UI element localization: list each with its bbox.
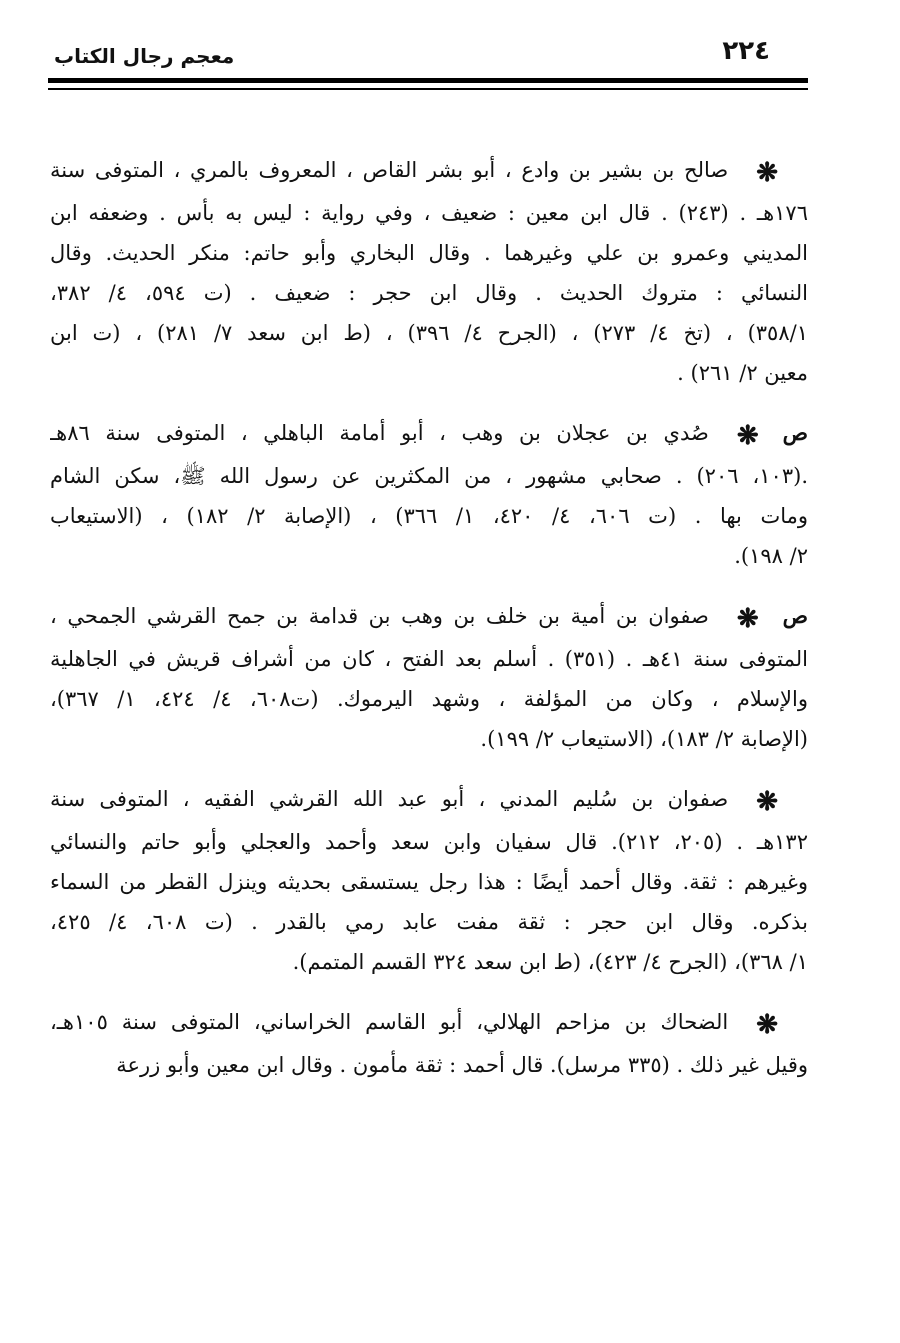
entry-line bbox=[50, 942, 808, 982]
entry-line bbox=[50, 862, 808, 902]
asterisk-icon: ❋ bbox=[736, 604, 759, 634]
entry-text: وغيرهم : ثقة. وقال أحمد أيضًا : هذا رجل يستسقى بحديثه وينزل القطر من السماء bbox=[50, 870, 808, 894]
entry-text: صُدي بن عجلان بن وهب ، أبو أمامة الباهلي ، المتوفى سنة ٨٦هـ bbox=[50, 421, 709, 445]
entry-text: صفوان بن سُليم المدني ، أبو عبد الله القرشي الفقيه ، المتوفى سنة bbox=[50, 787, 729, 811]
entry-text: ١/ ٣٦٨)، (الجرح ٤/ ٤٢٣)، (ط ابن سعد ٣٢٤ القسم المتمم). bbox=[292, 950, 808, 974]
running-title: معجم رجال الكتاب bbox=[54, 44, 235, 68]
header-rule-thin bbox=[48, 88, 808, 90]
entry-text: معين ٢/ ٢٦١) . bbox=[677, 361, 808, 385]
entry-text: ومات بها . (ت ٦٠٦، ٤/ ٤٢٠، ١/ ٣٦٦) ، (الإصابة ٢/ ١٨٢) ، (الاستيعاب bbox=[50, 504, 808, 528]
entry-line bbox=[50, 719, 808, 759]
page-number: ٢٢٤ bbox=[722, 36, 770, 66]
entry-text: المتوفى سنة ٤١هـ . (٣٥١) . أسلم بعد الفتح ، كان من أشراف قريش في الجاهلية bbox=[50, 647, 808, 671]
entry-line bbox=[50, 822, 808, 862]
asterisk-icon: ❋ bbox=[756, 787, 778, 817]
entry-text: الضحاك بن مزاحم الهلالي، أبو القاسم الخراساني، المتوفى سنة ١٠٥هـ، bbox=[50, 1010, 729, 1034]
biography-entry bbox=[50, 779, 808, 982]
entry-line bbox=[50, 902, 808, 942]
entry-marker: ص bbox=[782, 420, 808, 445]
entry-line bbox=[50, 1045, 808, 1085]
header-rule-thick bbox=[48, 78, 808, 83]
entry-text: (الإصابة ٢/ ١٨٣)، (الاستيعاب ٢/ ١٩٩). bbox=[480, 727, 808, 751]
entry-line bbox=[50, 1002, 808, 1045]
entry-line bbox=[50, 456, 808, 496]
entry-text: النسائي : متروك الحديث . وقال ابن حجر : ضعيف . (ت ٥٩٤، ٤/ ٣٨٢، bbox=[50, 281, 808, 305]
entry-line bbox=[50, 233, 808, 273]
entry-line bbox=[50, 313, 808, 353]
biography-entry bbox=[50, 150, 808, 393]
entry-text: والإسلام ، وكان من المؤلفة ، وشهد اليرموك. (ت٦٠٨، ٤/ ٤٢٤، ١/ ٣٦٧)، bbox=[50, 687, 808, 711]
entry-text: ٢/ ١٩٨). bbox=[734, 544, 808, 568]
entry-text: ١٣٢هـ . (٢٠٥، ٢١٢). قال سفيان وابن سعد وأحمد والعجلي وأبو حاتم والنسائي bbox=[50, 830, 808, 854]
entry-text: ١٧٦هـ . (٢٤٣) . قال ابن معين : ضعيف ، وفي رواية : ليس به بأس . وضعفه ابن bbox=[50, 201, 808, 225]
asterisk-icon: ❋ bbox=[756, 158, 778, 188]
entry-line bbox=[50, 596, 808, 639]
entry-line bbox=[50, 273, 808, 313]
entry-text: .(١٠٣، ٢٠٦) . صحابي مشهور ، من المكثرين عن رسول الله ﷺ، سكن الشام bbox=[50, 464, 808, 488]
page-header bbox=[50, 34, 808, 74]
entry-line bbox=[50, 679, 808, 719]
asterisk-icon: ❋ bbox=[756, 1010, 778, 1040]
biography-entry bbox=[50, 1002, 808, 1085]
entry-text: وقيل غير ذلك . (٣٣٥ مرسل). قال أحمد : ثقة مأمون . وقال ابن معين وأبو زرعة bbox=[116, 1053, 808, 1077]
entry-line bbox=[50, 639, 808, 679]
entry-line bbox=[50, 353, 808, 393]
entry-text: بذكره. وقال ابن حجر : ثقة مفت عابد رمي بالقدر . (ت ٦٠٨، ٤/ ٤٢٥، bbox=[50, 910, 808, 934]
entry-text: صفوان بن أمية بن خلف بن وهب بن قدامة بن جمح القرشي الجمحي ، bbox=[50, 604, 709, 628]
entry-line bbox=[50, 536, 808, 576]
entry-text: صالح بن بشير بن وادع ، أبو بشر القاص ، المعروف بالمري ، المتوفى سنة bbox=[50, 158, 729, 182]
entry-line bbox=[50, 193, 808, 233]
entry-line bbox=[50, 150, 808, 193]
entry-line bbox=[50, 413, 808, 456]
entry-text: ٣٥٨/١) ، (تخ ٤/ ٢٧٣) ، (الجرح ٤/ ٣٩٦) ، (ط ابن سعد ٧/ ٢٨١) ، (ت ابن bbox=[50, 321, 808, 345]
entry-line bbox=[50, 496, 808, 536]
biography-entry bbox=[50, 596, 808, 759]
biography-entry bbox=[50, 413, 808, 576]
asterisk-icon: ❋ bbox=[736, 421, 759, 451]
entry-text: المديني وعمرو بن علي وغيرهما . وقال البخاري وأبو حاتم: منكر الحديث. وقال bbox=[50, 241, 808, 265]
entry-marker: ص bbox=[782, 603, 808, 628]
page-body bbox=[50, 150, 808, 1105]
entry-line bbox=[50, 779, 808, 822]
